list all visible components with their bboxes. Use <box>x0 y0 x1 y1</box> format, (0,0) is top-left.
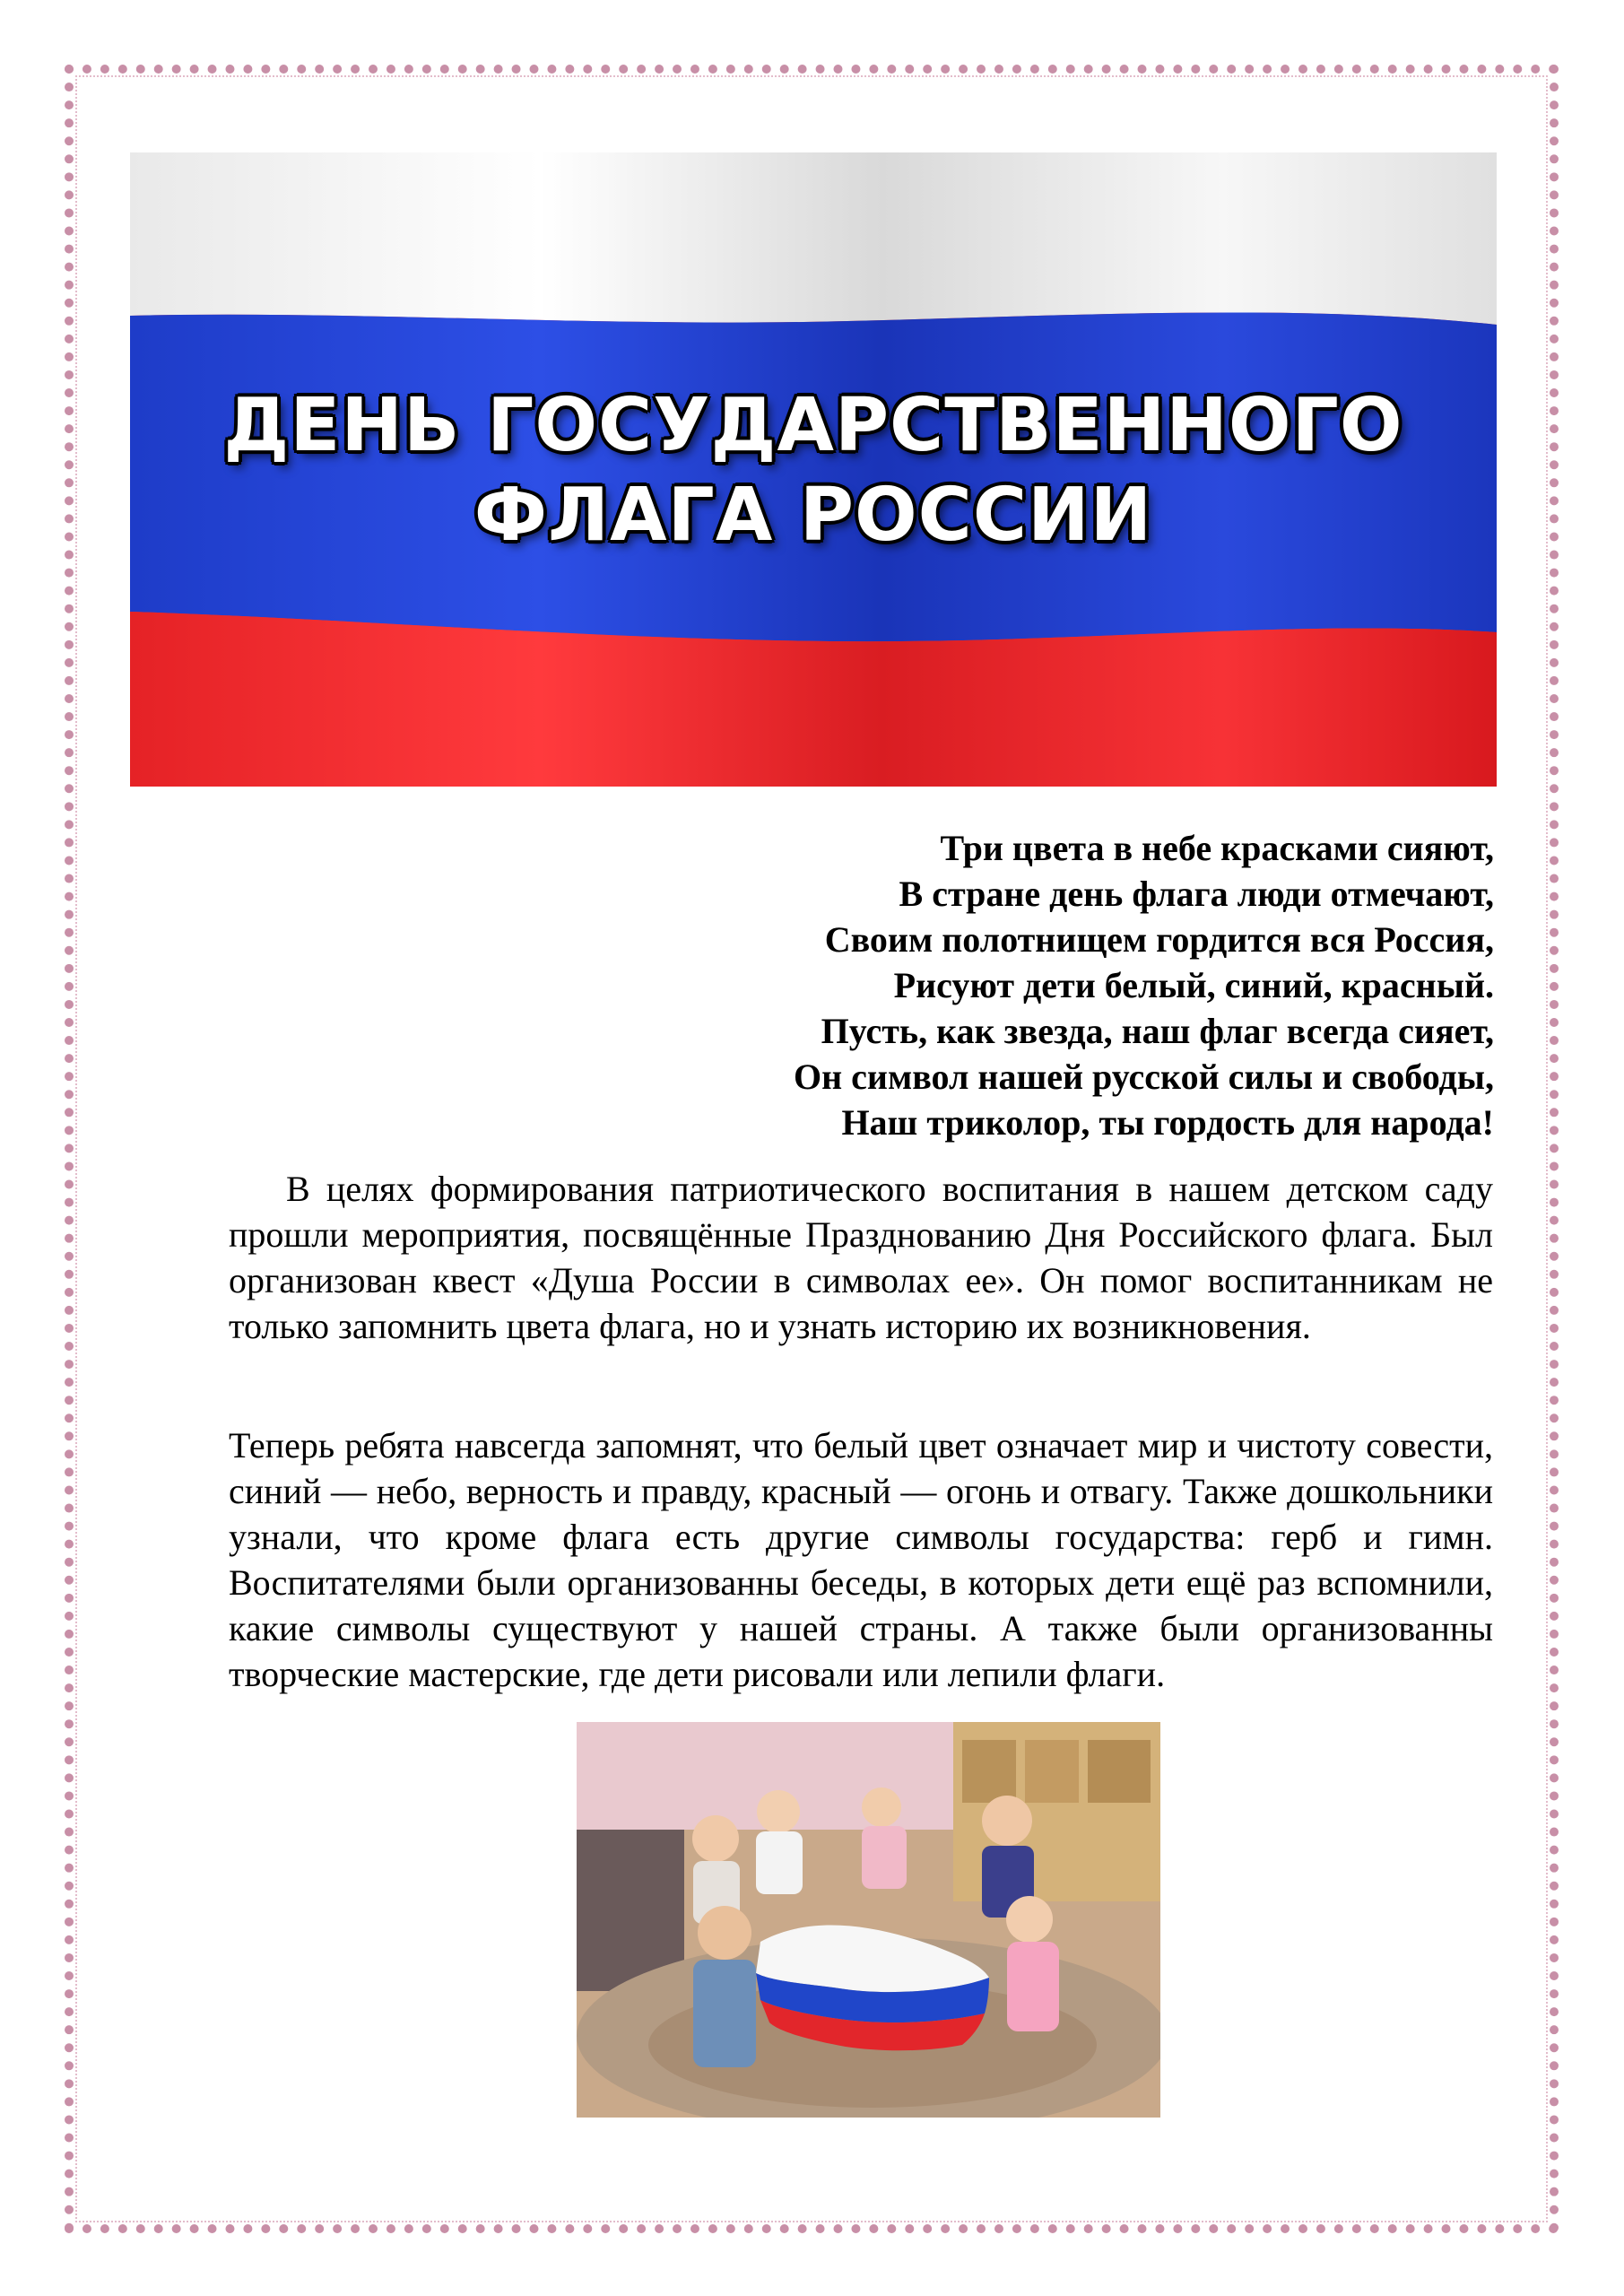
poem-line: Пусть, как звезда, наш флаг всегда сияет, <box>821 1011 1494 1051</box>
poem-line: В стране день флага люди отмечают, <box>899 874 1494 914</box>
banner-title-line-1: ДЕНЬ ГОСУДАРСТВЕННОГО <box>223 383 1403 468</box>
poem-line: Рисуют дети белый, синий, красный. <box>893 965 1494 1005</box>
flag-banner <box>130 152 1497 787</box>
body-paragraph-2: Теперь ребята навсегда запомнят, что белый цвет означает мир и чистоту совести, синий — небо, верность и правду, красный — огонь и отвагу. Также дошкольники узнали, что кроме флага есть другие символы государства: герб и гимн. Воспитателями были организованны беседы, в которых дети ещё раз вспомнили, какие символы существуют у нашей страны. А также были организованны творческие мастерские, где дети рисовали или лепили флаги. <box>229 1425 1493 1694</box>
children-with-flag-photo <box>577 1722 1160 2118</box>
poem-line: Он символ нашей русской силы и свободы, <box>793 1057 1494 1097</box>
banner-title-line-2: ФЛАГА РОССИИ <box>473 473 1153 558</box>
flag-white-stripe <box>130 152 1497 325</box>
poem <box>508 825 1494 1145</box>
body-paragraph-1: В целях формирования патриотического воспитания в нашем детском саду прошли мероприятия, посвящённые Празднованию Дня Российского флага. Был организован квест «Душа России в символах ее». Он помог воспитанникам не только запомнить цвета флага, но и узнать историю их возникновения. <box>229 1169 1493 1346</box>
poem-line: Своим полотнищем гордится вся Россия, <box>824 919 1494 960</box>
poem-line: Наш триколор, ты гордость для народа! <box>841 1102 1494 1143</box>
banner-title <box>130 381 1497 561</box>
poem-line: Три цвета в небе красками сияют, <box>940 828 1494 868</box>
photo-image <box>577 1722 1160 2118</box>
